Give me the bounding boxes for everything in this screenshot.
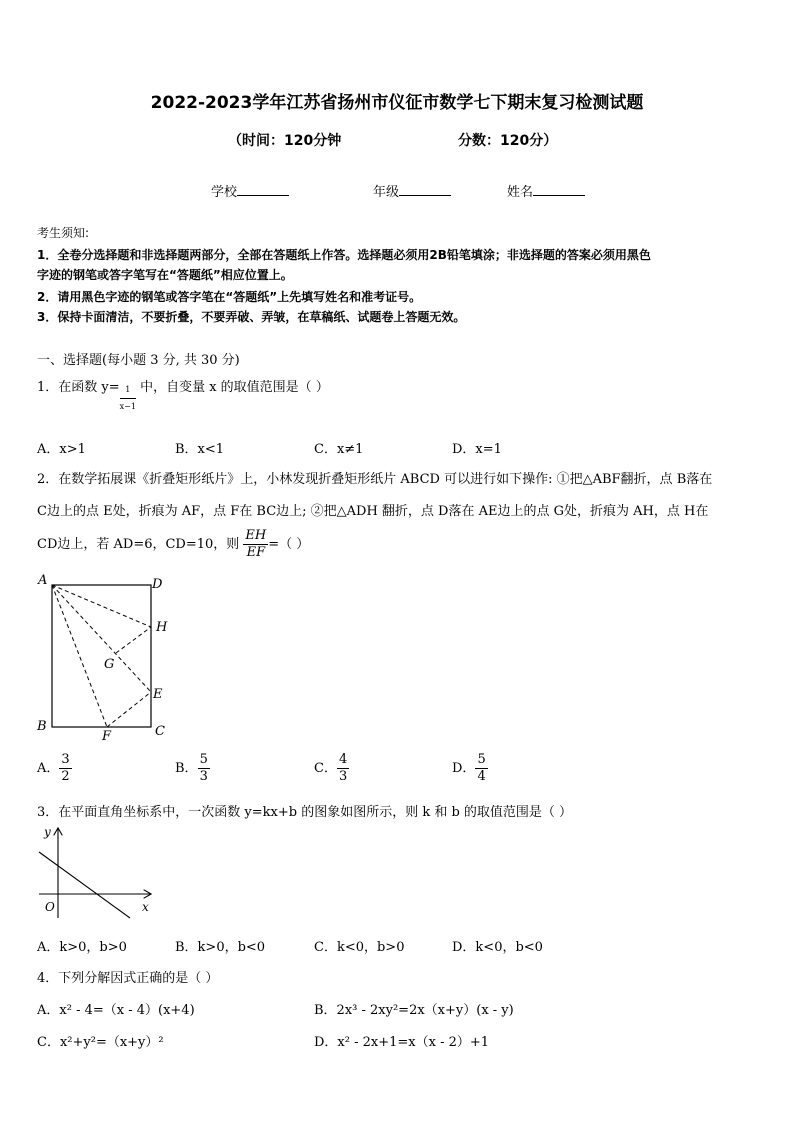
q1-stem-a: 1．在函数 y=	[37, 380, 120, 395]
q3-option-a[interactable]: A．k>0，b>0	[37, 940, 127, 955]
q2-option-d[interactable]	[452, 752, 488, 785]
q2-fraction	[243, 528, 268, 561]
q2-line-3	[37, 528, 309, 561]
question-1	[37, 376, 329, 415]
y-axis-label: y	[44, 825, 51, 839]
q3-stem: 3．在平面直角坐标系中，一次函数 y=kx+b 的图象如图所示，则 k 和 b 的取值范围是（ ）	[37, 805, 573, 820]
notice-item-1a: 1．全卷分选择题和非选择题两部分，全部在答题纸上作答。选择题必须用2B铅笔填涂；非选择题的答案必须用黑色	[37, 248, 651, 262]
q1-option-a[interactable]: A．x>1	[37, 442, 86, 457]
label-f: F	[102, 729, 112, 742]
q1-option-b[interactable]: B．x<1	[175, 442, 225, 457]
q3-option-c[interactable]: C．k<0，b>0	[314, 940, 405, 955]
q2-line-3a: CD边上，若 AD=6，CD=10，则	[37, 537, 240, 552]
q2-option-b-den: 3	[199, 769, 208, 784]
name-blank[interactable]	[533, 183, 585, 196]
exam-time: （时间：120分钟	[228, 133, 342, 149]
q2-option-c-letter: C．	[314, 761, 337, 776]
q3-option-d[interactable]: D．k<0，b<0	[452, 940, 543, 955]
grade-label: 年级	[373, 185, 400, 200]
fold-line-af	[52, 585, 107, 727]
exam-score: 分数：120分）	[458, 133, 558, 149]
label-g: G	[104, 657, 115, 672]
name-field[interactable]	[507, 181, 585, 200]
q2-line-2: C边上的点 E处，折痕为 AF，点 F在 BC边上; ②把△ADH 翻折，点 D落在 AE边上的点 G处，折痕为 AH，点 H在	[37, 504, 709, 519]
label-d: D	[152, 577, 163, 592]
q2-option-a-den: 2	[61, 769, 70, 784]
label-e: E	[153, 687, 163, 702]
grade-blank[interactable]	[399, 183, 451, 196]
notice-item-3: 3．保持卡面清洁，不要折叠，不要弄破、弄皱，在草稿纸、试题卷上答题无效。	[37, 310, 466, 324]
q2-option-b[interactable]	[175, 752, 210, 785]
q2-option-c-den: 3	[338, 769, 348, 784]
q2-option-b-num: 5	[199, 752, 208, 767]
q2-option-b-letter: B．	[175, 761, 198, 776]
notice-item-2: 2．请用黑色字迹的钢笔或答字笔在“答题纸”上先填写姓名和准考证号。	[37, 290, 422, 304]
q1-frac-den: x−1	[119, 402, 136, 411]
page-title: 2022-2023学年江苏省扬州市仪征市数学七下期末复习检测试题	[150, 93, 644, 113]
grade-field[interactable]	[373, 181, 451, 200]
q2-option-c[interactable]	[314, 752, 349, 785]
label-h: H	[156, 620, 168, 635]
fold-line-ah	[52, 585, 151, 627]
q1-option-c[interactable]: C．x≠1	[314, 442, 364, 457]
q2-option-a[interactable]	[37, 752, 72, 785]
q1-option-d[interactable]: D．x=1	[452, 442, 502, 457]
q2-option-a-letter: A．	[37, 761, 60, 776]
q2-line-1: 2．在数学拓展课《折叠矩形纸片》上，小林发现折叠矩形纸片 ABCD 可以进行如下操作: ①把△ABF翻折，点 B落在	[37, 472, 713, 487]
label-c: C	[155, 724, 165, 739]
q1-fraction	[120, 382, 136, 415]
q2-figure-rectangle	[32, 572, 182, 742]
section-title: 一、选择题(每小题 3 分, 共 30 分)	[37, 353, 240, 368]
q1-stem-b: 中，自变量 x 的取值范围是（ ）	[135, 380, 329, 395]
q2-frac-num: EH	[245, 528, 267, 543]
q2-option-d-letter: D．	[452, 761, 476, 776]
q2-frac-den: EF	[246, 545, 266, 560]
school-field[interactable]	[211, 181, 289, 200]
q2-option-a-num: 3	[61, 752, 70, 767]
q2-option-c-num: 4	[338, 752, 348, 767]
q2-option-d-den: 4	[477, 769, 486, 784]
q3-option-b[interactable]: B．k>0，b<0	[175, 940, 266, 955]
q2-option-b-frac	[198, 752, 210, 785]
q4-stem: 4．下列分解因式正确的是（ ）	[37, 971, 219, 986]
q3-figure-graph	[36, 824, 156, 924]
fold-line-fe	[107, 692, 151, 727]
q2-option-a-frac	[59, 752, 71, 785]
name-label: 姓名	[507, 185, 534, 200]
label-b: B	[37, 719, 47, 734]
q2-option-c-frac	[337, 752, 349, 785]
school-label: 学校	[211, 185, 238, 200]
q4-option-d[interactable]: D．x² - 2x+1=x（x - 2）+1	[314, 1035, 490, 1050]
rectangle-abcd	[52, 585, 151, 727]
notice-item-1b: 字迹的钢笔或答字笔写在“答题纸”相应位置上。	[37, 268, 293, 282]
origin-label: O	[45, 900, 55, 914]
label-a: A	[38, 573, 48, 588]
q2-option-d-frac	[475, 752, 487, 785]
q4-option-a[interactable]: A．x² - 4=（x - 4）(x+4)	[37, 1003, 195, 1018]
fold-line-gh	[116, 627, 151, 653]
q4-option-b[interactable]: B．2x³ - 2xy²=2x（x+y）(x - y)	[314, 1003, 514, 1018]
school-blank[interactable]	[237, 183, 289, 196]
q2-option-d-num: 5	[477, 752, 486, 767]
x-axis-label: x	[142, 900, 149, 914]
q2-line-3b: =（ ）	[268, 537, 310, 552]
q1-frac-num: 1	[120, 382, 136, 399]
notice-heading: 考生须知:	[37, 226, 90, 240]
q4-option-c[interactable]: C．x²+y²=（x+y）²	[37, 1035, 164, 1050]
